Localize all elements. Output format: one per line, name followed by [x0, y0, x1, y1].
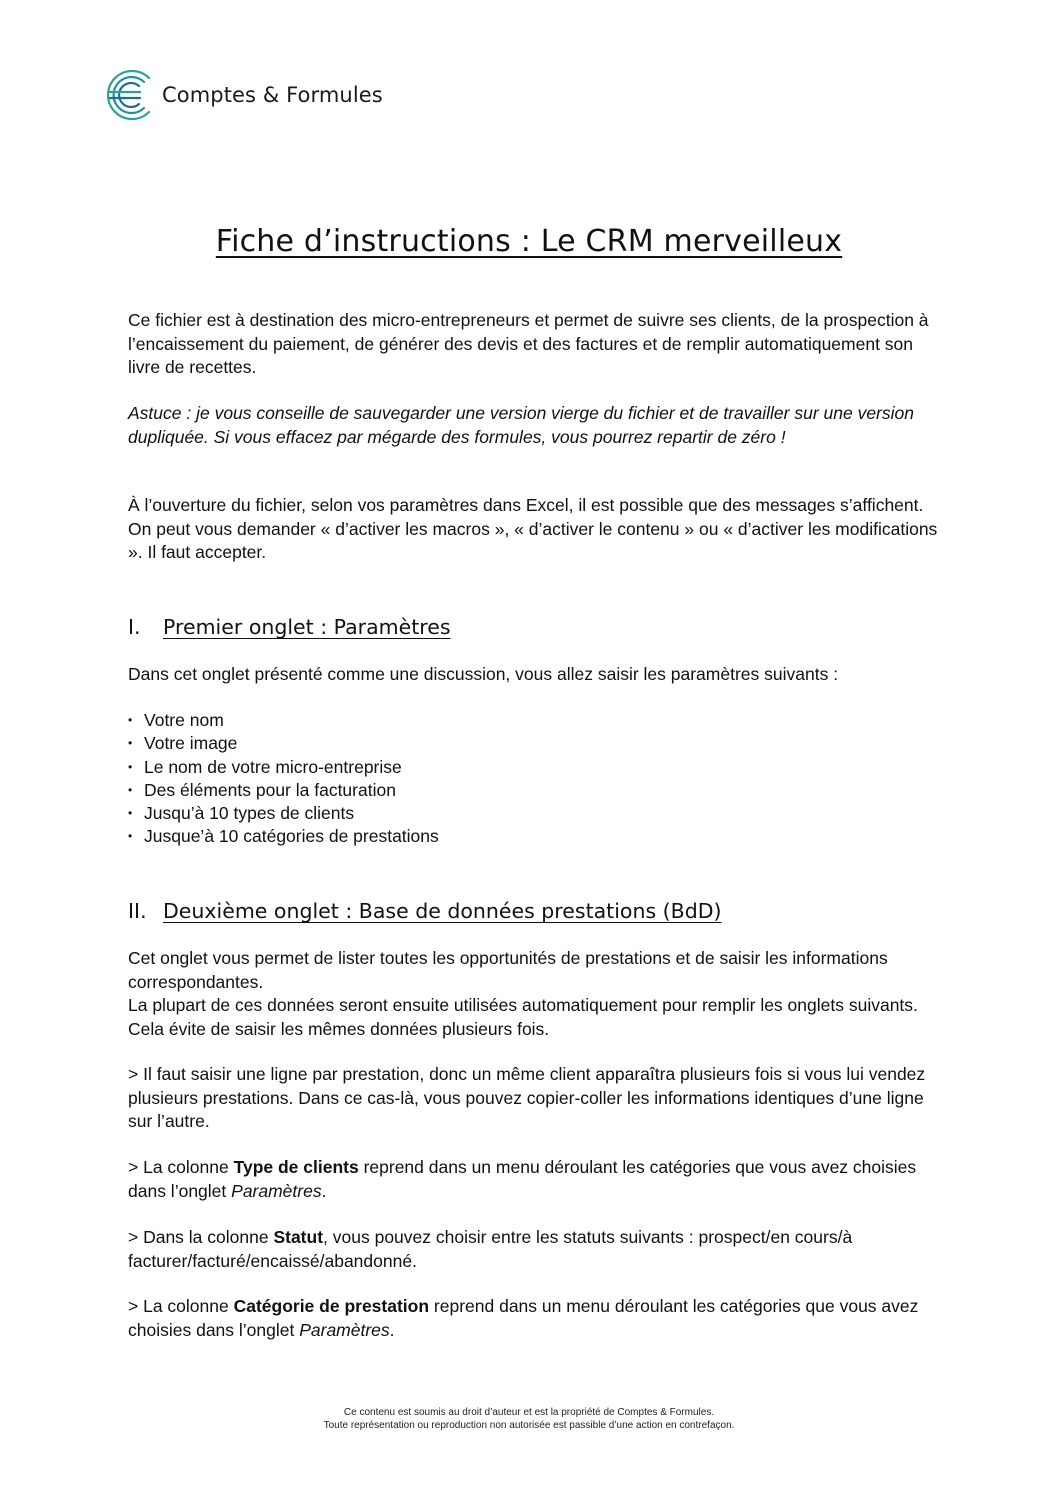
tab-name: Paramètres — [299, 1319, 390, 1340]
section2-paragraph-5: > Dans la colonne Statut, vous pouvez choisir entre les statuts suivants : prospect/en cours/à facturer/facturé/encaissé/abandonné. — [128, 1227, 853, 1271]
column-name: Statut — [273, 1227, 324, 1247]
bullet: • — [128, 736, 133, 751]
section-title: Premier onglet : Paramètres — [163, 615, 451, 639]
section1-intro: Dans cet onglet présenté comme une discussion, vous allez saisir les paramètres suivants : — [128, 664, 839, 684]
list-item: • Des éléments pour la facturation — [128, 779, 439, 802]
list-item: • Jusqu’à 10 types de clients — [128, 802, 439, 825]
section2-paragraph-2: La plupart de ces données seront ensuite utilisées automatiquement pour remplir les onglets suivants. Cela évite de saisir les mêmes données plusieurs fois. — [128, 995, 918, 1039]
parameters-list — [128, 709, 439, 849]
bullet: • — [128, 829, 133, 844]
document-title: Fiche d’instructions : Le CRM merveilleux — [215, 224, 843, 259]
column-name: Catégorie de prestation — [233, 1296, 430, 1316]
footer-line: Ce contenu est soumis au droit d’auteur et est la propriété de Comptes & Formules. — [343, 1407, 715, 1418]
copyright-footer — [0, 1406, 1058, 1432]
section2-paragraph-6: > La colonne Catégorie de prestation reprend dans un menu déroulant les catégories que vous avez choisies dans l’onglet Paramètres. — [128, 1296, 919, 1340]
list-item: • Votre nom — [128, 709, 439, 732]
section-number: I. — [128, 615, 141, 639]
footer-line: Toute représentation ou reproduction non autorisée est passible d’une action en contrefaçon. — [323, 1420, 735, 1431]
brand-logo — [100, 64, 383, 126]
section2-paragraph-3: > Il faut saisir une ligne par prestation, donc un même client apparaîtra plusieurs fois si vous lui vendez plusieurs prestations. Dans ce cas-là, vous pouvez copier-coller les informations identiques d’une ligne sur l’autre. — [128, 1064, 926, 1131]
column-name: Type de clients — [233, 1157, 359, 1177]
list-item: • Le nom de votre micro-entreprise — [128, 756, 439, 779]
bullet: • — [128, 806, 133, 821]
bullet: • — [128, 712, 133, 727]
opening-notice-paragraph: À l’ouverture du fichier, selon vos paramètres dans Excel, il est possible que des messages s’affichent. On peut vous demander « d’activer les macros », « d’activer le contenu » ou « d’activer les modifications ». Il faut accepter. — [128, 495, 938, 562]
section-title: Deuxième onglet : Base de données prestations (BdD) — [163, 899, 722, 923]
list-item: • Jusque’à 10 catégories de prestations — [128, 825, 439, 848]
section2-paragraph-4: > La colonne Type de clients reprend dans un menu déroulant les catégories que vous avez choisies dans l’onglet Paramètres. — [128, 1157, 917, 1201]
logo-text: Comptes & Formules — [162, 83, 383, 107]
bullet: • — [128, 759, 133, 774]
bullet: • — [128, 782, 133, 797]
list-item: • Votre image — [128, 732, 439, 755]
tab-name: Paramètres — [231, 1180, 322, 1201]
section-heading-2 — [128, 899, 722, 923]
section-heading-1 — [128, 615, 451, 639]
intro-paragraph: Ce fichier est à destination des micro-entrepreneurs et permet de suivre ses clients, de la prospection à l’encaissement du paiement, de générer des devis et des factures et de remplir automatiquement son livre de recettes. — [128, 310, 929, 377]
tip-paragraph: Astuce : je vous conseille de sauvegarder une version vierge du fichier et de travailler sur une version dupliquée. Si vous effacez par mégarde des formules, vous pourrez repartir de zéro ! — [128, 403, 914, 447]
section2-paragraph-1: Cet onglet vous permet de lister toutes les opportunités de prestations et de saisir les informations correspondantes. — [128, 948, 888, 992]
section-number: II. — [128, 899, 147, 923]
comptes-formules-logo-icon — [100, 64, 158, 126]
